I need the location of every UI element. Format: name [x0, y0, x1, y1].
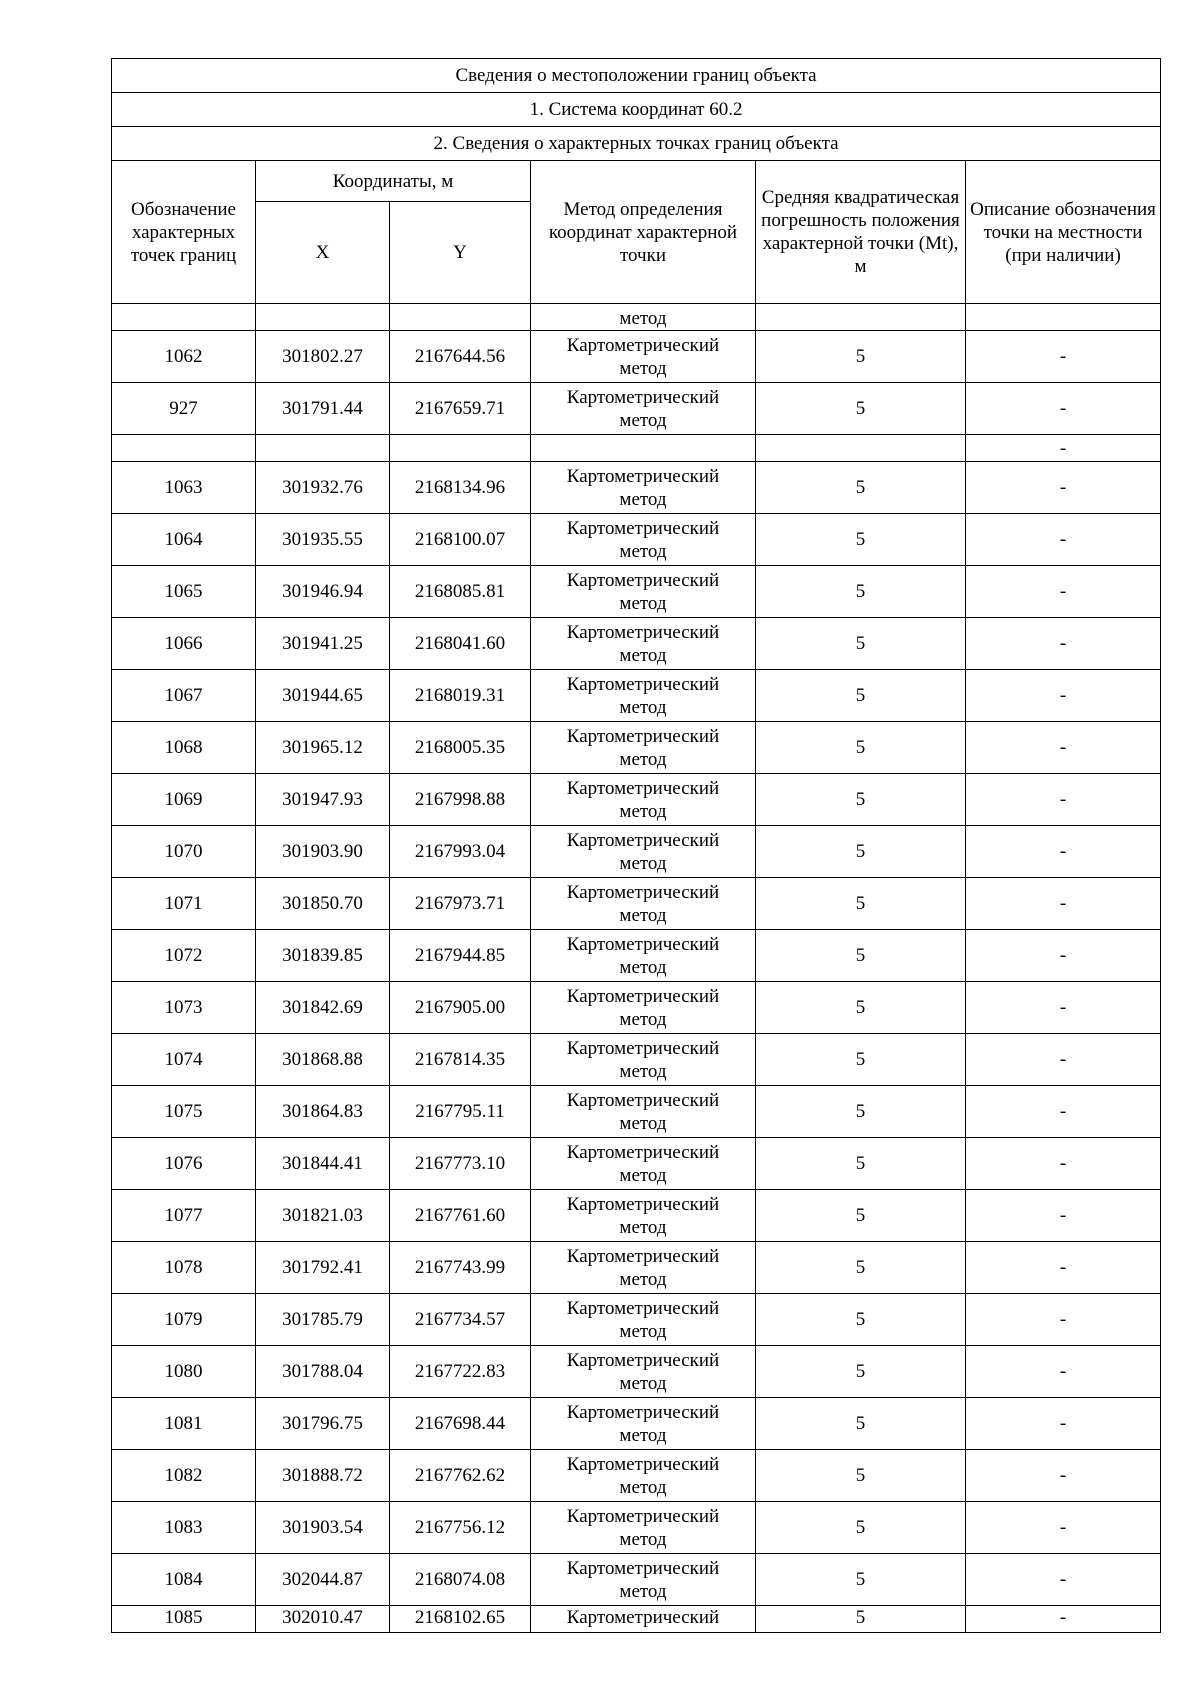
cell-method [531, 930, 756, 982]
cell-method [531, 1502, 756, 1554]
blank-row [112, 435, 1161, 462]
cell-y: 2167698.44 [390, 1398, 531, 1450]
cell-point-id: 927 [112, 383, 256, 435]
cell-accuracy: 5 [756, 1606, 966, 1633]
table-body [112, 59, 1161, 1633]
table-row [112, 670, 1161, 722]
cell-x: 301888.72 [256, 1450, 390, 1502]
cell-accuracy: 5 [756, 1190, 966, 1242]
cell-accuracy: 5 [756, 514, 966, 566]
method-line-1: Картометрический [566, 777, 720, 799]
cell-accuracy: 5 [756, 1502, 966, 1554]
cell-x: 301932.76 [256, 462, 390, 514]
table-row [112, 1554, 1161, 1606]
cell-point-id: 1068 [112, 722, 256, 774]
cell-y: 2167722.83 [390, 1346, 531, 1398]
cell-point-id: 1082 [112, 1450, 256, 1502]
cell-y: 2167944.85 [390, 930, 531, 982]
cell-y: 2167998.88 [390, 774, 531, 826]
method-line-2: метод [619, 852, 667, 874]
header-y: Y [390, 202, 531, 304]
method-line-2: метод [619, 1216, 667, 1238]
cell-empty [531, 435, 756, 462]
cell-x: 301935.55 [256, 514, 390, 566]
cell-method [531, 618, 756, 670]
cell-accuracy: 5 [756, 1242, 966, 1294]
header-point-designation: Обозначение характерных точек границ [112, 161, 256, 304]
cell-description: - [966, 1190, 1161, 1242]
method-line-2: метод [619, 1528, 667, 1550]
table-row [112, 930, 1161, 982]
method-line-1: Картометрический [566, 465, 720, 487]
header-method: Метод определения координат характерной точки [531, 161, 756, 304]
method-line-2: метод [619, 1164, 667, 1186]
cell-empty [390, 435, 531, 462]
cell-y: 2167761.60 [390, 1190, 531, 1242]
table-row-last [112, 1606, 1161, 1633]
cell-method [531, 722, 756, 774]
cell-x: 301941.25 [256, 618, 390, 670]
cell-x: 301785.79 [256, 1294, 390, 1346]
cell-description: - [966, 722, 1161, 774]
method-line-1: Картометрический [566, 621, 720, 643]
cell-x: 301796.75 [256, 1398, 390, 1450]
cell-point-id: 1063 [112, 462, 256, 514]
cell-description: - [966, 878, 1161, 930]
cell-point-id: 1072 [112, 930, 256, 982]
cell-x: 301791.44 [256, 383, 390, 435]
cell-y: 2167644.56 [390, 331, 531, 383]
cell-description: - [966, 1242, 1161, 1294]
cell-y: 2168041.60 [390, 618, 531, 670]
cell-method [531, 514, 756, 566]
cell-point-id: 1066 [112, 618, 256, 670]
cell-y: 2168085.81 [390, 566, 531, 618]
cell-description: - [966, 1138, 1161, 1190]
method-line-2: метод [619, 1008, 667, 1030]
method-line-1: Картометрический [566, 1505, 720, 1527]
cell-method [531, 383, 756, 435]
cell-y: 2168102.65 [390, 1606, 531, 1633]
cell-empty [256, 304, 390, 331]
method-line-1: Картометрический [566, 334, 720, 356]
cell-x: 301792.41 [256, 1242, 390, 1294]
cell-description: - [966, 1502, 1161, 1554]
header-x: X [256, 202, 390, 304]
method-line-1: Картометрический [566, 1453, 720, 1475]
cell-y: 2168005.35 [390, 722, 531, 774]
method-line-1: Картометрический [566, 1037, 720, 1059]
points-title-row [112, 127, 1161, 161]
cell-x: 301903.54 [256, 1502, 390, 1554]
method-line-2: метод [619, 409, 667, 431]
cell-y: 2168019.31 [390, 670, 531, 722]
cell-method [531, 1346, 756, 1398]
cell-x: 301788.04 [256, 1346, 390, 1398]
cell-y: 2167659.71 [390, 383, 531, 435]
cell-method [531, 566, 756, 618]
cell-method [531, 1398, 756, 1450]
cell-point-id: 1085 [112, 1606, 256, 1633]
cell-accuracy: 5 [756, 618, 966, 670]
method-line-1: Картометрический [566, 725, 720, 747]
cell-method [531, 1034, 756, 1086]
cell-x: 301946.94 [256, 566, 390, 618]
cell-description: - [966, 930, 1161, 982]
cell-y: 2168074.08 [390, 1554, 531, 1606]
cell-accuracy: 5 [756, 1138, 966, 1190]
cell-y: 2167973.71 [390, 878, 531, 930]
method-line-2: метод [619, 644, 667, 666]
method-line-2: метод [619, 1268, 667, 1290]
method-line-1: Картометрический [566, 673, 720, 695]
table-row [112, 774, 1161, 826]
coord-system-row [112, 93, 1161, 127]
cell-accuracy: 5 [756, 774, 966, 826]
cell-method [531, 331, 756, 383]
continuation-row [112, 304, 1161, 331]
cell-description: - [966, 670, 1161, 722]
coord-system: 1. Система координат 60.2 [112, 93, 1161, 127]
cell-point-id: 1074 [112, 1034, 256, 1086]
cell-method [531, 670, 756, 722]
table-row [112, 1398, 1161, 1450]
cell-point-id: 1078 [112, 1242, 256, 1294]
cell-x: 301903.90 [256, 826, 390, 878]
cell-x: 301844.41 [256, 1138, 390, 1190]
cell-y: 2167773.10 [390, 1138, 531, 1190]
cell-x: 301868.88 [256, 1034, 390, 1086]
cell-accuracy: 5 [756, 462, 966, 514]
cell-description: - [966, 1606, 1161, 1633]
cell-empty [256, 435, 390, 462]
cell-y: 2167734.57 [390, 1294, 531, 1346]
method-line-1: Картометрический [566, 1557, 720, 1579]
cell-method [531, 982, 756, 1034]
method-line-2: метод [619, 1424, 667, 1446]
cell-method [531, 774, 756, 826]
cell-point-id: 1081 [112, 1398, 256, 1450]
table-row [112, 331, 1161, 383]
cell-accuracy: 5 [756, 982, 966, 1034]
cell-description: - [966, 462, 1161, 514]
cell-method [531, 826, 756, 878]
table-row [112, 1138, 1161, 1190]
cell-x: 302044.87 [256, 1554, 390, 1606]
cell-description: - [966, 566, 1161, 618]
cell-description: - [966, 826, 1161, 878]
cell-point-id: 1079 [112, 1294, 256, 1346]
method-line-1: Картометрический [566, 1193, 720, 1215]
method-line-1: Картометрический [566, 386, 720, 408]
cell-y: 2167814.35 [390, 1034, 531, 1086]
table-row [112, 383, 1161, 435]
method-line-1: Картометрический [566, 1297, 720, 1319]
cell-point-id: 1064 [112, 514, 256, 566]
cell-x: 301965.12 [256, 722, 390, 774]
method-line-1: Картометрический [566, 1349, 720, 1371]
cell-x: 301842.69 [256, 982, 390, 1034]
method-line-2: метод [619, 1320, 667, 1342]
section-title: Сведения о местоположении границ объекта [112, 59, 1161, 93]
cell-accuracy: 5 [756, 1294, 966, 1346]
cell-empty [390, 304, 531, 331]
table-row [112, 722, 1161, 774]
table-row [112, 1190, 1161, 1242]
table-row [112, 982, 1161, 1034]
cell-x: 301947.93 [256, 774, 390, 826]
cell-y: 2167756.12 [390, 1502, 531, 1554]
cell-x: 302010.47 [256, 1606, 390, 1633]
cell-method [531, 1242, 756, 1294]
cell-point-id: 1073 [112, 982, 256, 1034]
section-title-row [112, 59, 1161, 93]
cell-point-id: 1069 [112, 774, 256, 826]
cell-accuracy: 5 [756, 1450, 966, 1502]
cell-method [531, 1554, 756, 1606]
cell-empty [966, 304, 1161, 331]
blank-row-description: - [966, 435, 1161, 462]
cell-description: - [966, 774, 1161, 826]
cell-x: 301864.83 [256, 1086, 390, 1138]
method-line-2: метод [619, 748, 667, 770]
cell-x: 301944.65 [256, 670, 390, 722]
table-row [112, 1450, 1161, 1502]
cell-description: - [966, 1086, 1161, 1138]
method-line-2: метод [619, 696, 667, 718]
points-title: 2. Сведения о характерных точках границ объекта [112, 127, 1161, 161]
method-line-2: метод [619, 800, 667, 822]
method-line-2: метод [619, 357, 667, 379]
cell-method [531, 1450, 756, 1502]
cell-x: 301821.03 [256, 1190, 390, 1242]
method-line-2: метод [619, 956, 667, 978]
method-line-2: метод [619, 540, 667, 562]
method-line-1: Картометрический [566, 1141, 720, 1163]
cell-y: 2167743.99 [390, 1242, 531, 1294]
cell-accuracy: 5 [756, 1346, 966, 1398]
cell-y: 2167993.04 [390, 826, 531, 878]
method-line-1: Картометрический [566, 829, 720, 851]
table-row [112, 878, 1161, 930]
method-line-2: метод [619, 1060, 667, 1082]
cell-point-id: 1071 [112, 878, 256, 930]
table-row [112, 462, 1161, 514]
cell-accuracy: 5 [756, 878, 966, 930]
cell-method [531, 1138, 756, 1190]
continuation-method: метод [531, 304, 756, 331]
header-row-1 [112, 161, 1161, 202]
cell-x: 301850.70 [256, 878, 390, 930]
cell-accuracy: 5 [756, 826, 966, 878]
cell-method [531, 1190, 756, 1242]
cell-point-id: 1080 [112, 1346, 256, 1398]
cell-accuracy: 5 [756, 670, 966, 722]
method-line-1: Картометрический [566, 569, 720, 591]
cell-description: - [966, 1346, 1161, 1398]
table-row [112, 1502, 1161, 1554]
method-line-1: Картометрический [566, 933, 720, 955]
table-row [112, 566, 1161, 618]
cell-description: - [966, 514, 1161, 566]
cell-empty [112, 304, 256, 331]
method-line-2: метод [619, 1112, 667, 1134]
cell-y: 2167905.00 [390, 982, 531, 1034]
cell-description: - [966, 331, 1161, 383]
table-row [112, 514, 1161, 566]
cell-description: - [966, 1034, 1161, 1086]
cell-point-id: 1075 [112, 1086, 256, 1138]
cell-accuracy: 5 [756, 1034, 966, 1086]
cell-y: 2167762.62 [390, 1450, 531, 1502]
method-line-1: Картометрический [566, 881, 720, 903]
table-row [112, 618, 1161, 670]
header-accuracy: Средняя квадратическая погрешность положения характерной точки (Mt), м [756, 161, 966, 304]
cell-description: - [966, 1294, 1161, 1346]
cell-point-id: 1070 [112, 826, 256, 878]
cell-x: 301839.85 [256, 930, 390, 982]
cell-accuracy: 5 [756, 331, 966, 383]
table-row [112, 1346, 1161, 1398]
cell-method [531, 878, 756, 930]
cell-point-id: 1084 [112, 1554, 256, 1606]
cell-accuracy: 5 [756, 383, 966, 435]
cell-point-id: 1077 [112, 1190, 256, 1242]
cell-description: - [966, 982, 1161, 1034]
method-line-2: метод [619, 488, 667, 510]
method-line-2: метод [619, 1476, 667, 1498]
cell-accuracy: 5 [756, 722, 966, 774]
cell-point-id: 1067 [112, 670, 256, 722]
cell-accuracy: 5 [756, 1086, 966, 1138]
cell-method [531, 1086, 756, 1138]
table-row [112, 1242, 1161, 1294]
cell-empty [756, 304, 966, 331]
cell-description: - [966, 383, 1161, 435]
cell-y: 2168134.96 [390, 462, 531, 514]
method-line-1: Картометрический [566, 517, 720, 539]
method-line-2: метод [619, 904, 667, 926]
method-line-2: метод [619, 1580, 667, 1602]
cell-empty [112, 435, 256, 462]
cell-description: - [966, 1450, 1161, 1502]
cell-description: - [966, 1398, 1161, 1450]
header-coordinates: Координаты, м [256, 161, 531, 202]
method-line-1: Картометрический [566, 1245, 720, 1267]
cell-point-id: 1062 [112, 331, 256, 383]
cell-point-id: 1065 [112, 566, 256, 618]
cell-y: 2168100.07 [390, 514, 531, 566]
cell-method [531, 1294, 756, 1346]
cell-description: - [966, 618, 1161, 670]
cell-accuracy: 5 [756, 566, 966, 618]
cell-accuracy: 5 [756, 1554, 966, 1606]
method-line-1: Картометрический [566, 1401, 720, 1423]
method-line-1: Картометрический [566, 1089, 720, 1111]
cell-description: - [966, 1554, 1161, 1606]
method-line-2: метод [619, 1372, 667, 1394]
boundary-points-table [111, 58, 1161, 1633]
table-row [112, 826, 1161, 878]
cell-point-id: 1083 [112, 1502, 256, 1554]
cell-accuracy: 5 [756, 1398, 966, 1450]
method-line-2: метод [619, 592, 667, 614]
cell-method: Картометрический [531, 1606, 756, 1633]
cell-empty [756, 435, 966, 462]
table-row [112, 1034, 1161, 1086]
header-description: Описание обозначения точки на местности (при наличии) [966, 161, 1161, 304]
method-line-1: Картометрический [566, 985, 720, 1007]
table-row [112, 1086, 1161, 1138]
cell-y: 2167795.11 [390, 1086, 531, 1138]
cell-x: 301802.27 [256, 331, 390, 383]
cell-point-id: 1076 [112, 1138, 256, 1190]
cell-method [531, 462, 756, 514]
table-row [112, 1294, 1161, 1346]
cell-accuracy: 5 [756, 930, 966, 982]
